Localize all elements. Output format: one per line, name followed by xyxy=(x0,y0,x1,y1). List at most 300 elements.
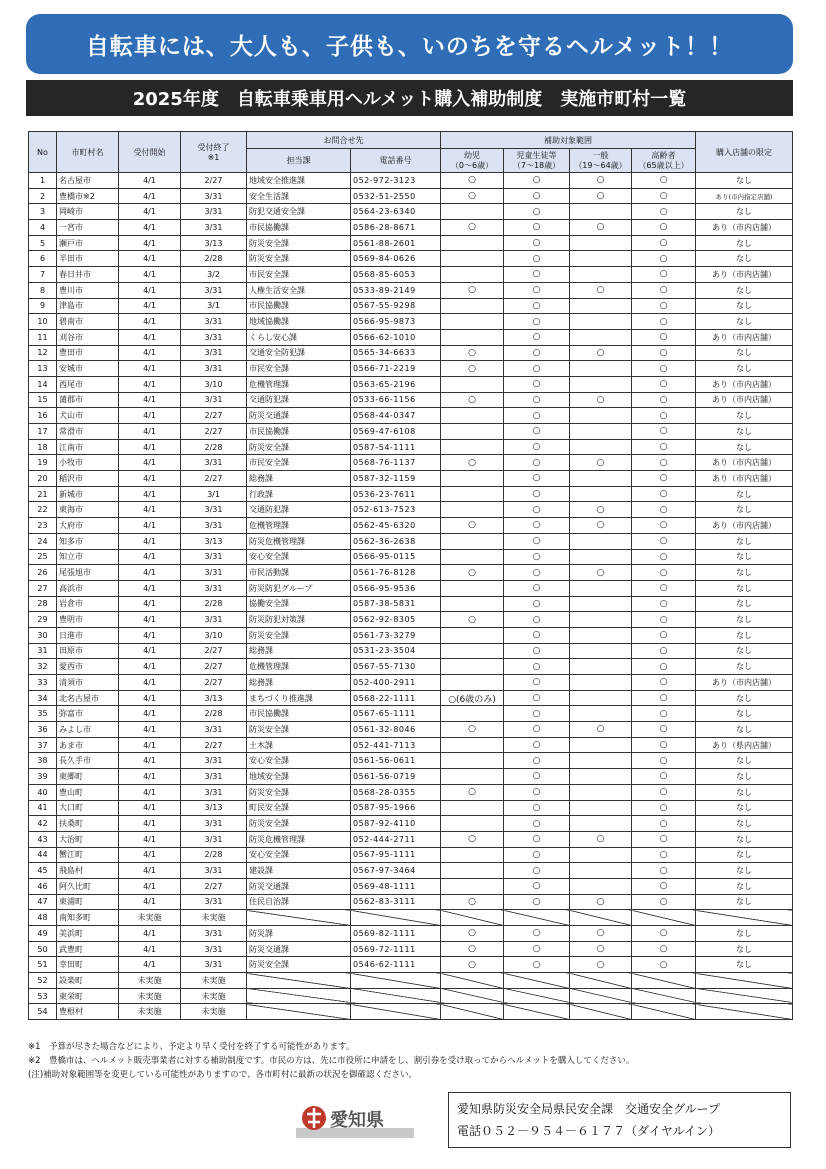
row-student: ○ xyxy=(504,376,570,392)
row-dept: 地域安全推進課 xyxy=(247,173,351,189)
row-senior: ○ xyxy=(632,878,696,894)
row-infant xyxy=(441,298,504,314)
row-city: 北名古屋市 xyxy=(57,690,119,706)
row-tel: 0561-56-0719 xyxy=(351,769,441,785)
row-end: 3/31 xyxy=(181,722,247,738)
row-senior: ○ xyxy=(632,439,696,455)
row-city: 碧南市 xyxy=(57,314,119,330)
row-city: 大治町 xyxy=(57,831,119,847)
row-city: 高浜市 xyxy=(57,580,119,596)
row-general: ○ xyxy=(570,722,632,738)
row-senior: ○ xyxy=(632,220,696,236)
row-no: 6 xyxy=(29,251,57,267)
table-row xyxy=(29,188,793,204)
row-general xyxy=(570,800,632,816)
row-no: 50 xyxy=(29,941,57,957)
row-dept xyxy=(247,973,351,989)
row-dept xyxy=(247,1004,351,1020)
row-infant: ○ xyxy=(441,926,504,942)
row-infant xyxy=(441,549,504,565)
table-row xyxy=(29,361,793,377)
table-row xyxy=(29,753,793,769)
row-store: なし xyxy=(696,298,793,314)
header-general-age: （19～64歳） xyxy=(574,160,627,170)
row-senior: ○ xyxy=(632,926,696,942)
row-no: 46 xyxy=(29,878,57,894)
row-general: ○ xyxy=(570,188,632,204)
row-dept: 町民安全課 xyxy=(247,800,351,816)
table-row xyxy=(29,251,793,267)
row-city: 愛西市 xyxy=(57,659,119,675)
table-row xyxy=(29,486,793,502)
row-senior: ○ xyxy=(632,565,696,581)
row-student: ○ xyxy=(504,878,570,894)
row-dept: 市民協働課 xyxy=(247,220,351,236)
row-end: 3/13 xyxy=(181,800,247,816)
row-start: 4/1 xyxy=(119,847,181,863)
row-city: 豊明市 xyxy=(57,612,119,628)
row-general xyxy=(570,816,632,832)
row-tel: 0566-95-9873 xyxy=(351,314,441,330)
row-student: ○ xyxy=(504,643,570,659)
row-student: ○ xyxy=(504,722,570,738)
row-no: 32 xyxy=(29,659,57,675)
row-store: なし xyxy=(696,926,793,942)
row-start: 4/1 xyxy=(119,957,181,973)
row-dept: 防災安全課 xyxy=(247,722,351,738)
row-no: 15 xyxy=(29,392,57,408)
header-senior-label: 高齢者 xyxy=(651,150,676,160)
row-end: 2/28 xyxy=(181,251,247,267)
header-end xyxy=(181,132,247,173)
row-student: ○ xyxy=(504,455,570,471)
header-scope: 補助対象範囲 xyxy=(441,132,696,149)
row-store: なし xyxy=(696,769,793,785)
row-dept: 防災安全課 xyxy=(247,439,351,455)
row-no: 42 xyxy=(29,816,57,832)
row-no: 27 xyxy=(29,580,57,596)
row-dept: 危機管理課 xyxy=(247,376,351,392)
row-infant: ○ xyxy=(441,455,504,471)
row-tel: 0562-92-8305 xyxy=(351,612,441,628)
row-infant: ○ xyxy=(441,784,504,800)
row-senior: ○ xyxy=(632,486,696,502)
row-city: 大口町 xyxy=(57,800,119,816)
row-dept: 市民安全課 xyxy=(247,267,351,283)
row-store: なし xyxy=(696,408,793,424)
row-end: 3/31 xyxy=(181,831,247,847)
table-row xyxy=(29,173,793,189)
row-city: 尾張旭市 xyxy=(57,565,119,581)
row-student: ○ xyxy=(504,926,570,942)
row-dept xyxy=(247,988,351,1004)
row-no: 18 xyxy=(29,439,57,455)
row-tel: 0569-72-1111 xyxy=(351,941,441,957)
row-student: ○ xyxy=(504,251,570,267)
row-end: 3/31 xyxy=(181,361,247,377)
header-end-label: 受付終了 xyxy=(197,143,230,152)
row-no: 54 xyxy=(29,1004,57,1020)
row-end: 未実施 xyxy=(181,910,247,926)
row-general xyxy=(570,643,632,659)
row-start: 4/1 xyxy=(119,926,181,942)
row-no: 34 xyxy=(29,690,57,706)
row-start: 未実施 xyxy=(119,973,181,989)
table-row xyxy=(29,533,793,549)
row-start: 4/1 xyxy=(119,753,181,769)
table-row xyxy=(29,627,793,643)
row-tel: 0562-83-3111 xyxy=(351,894,441,910)
row-no: 16 xyxy=(29,408,57,424)
row-infant xyxy=(441,659,504,675)
row-dept: 協働安全課 xyxy=(247,596,351,612)
row-city: 津島市 xyxy=(57,298,119,314)
row-tel: 0561-32-8046 xyxy=(351,722,441,738)
row-senior: ○ xyxy=(632,643,696,659)
row-student xyxy=(504,973,570,989)
table-row xyxy=(29,376,793,392)
row-general xyxy=(570,424,632,440)
row-tel: 0567-95-1111 xyxy=(351,847,441,863)
row-student: ○ xyxy=(504,361,570,377)
row-city: 武豊町 xyxy=(57,941,119,957)
row-end: 2/27 xyxy=(181,471,247,487)
row-dept: 防災危機管理課 xyxy=(247,533,351,549)
row-no: 22 xyxy=(29,502,57,518)
row-start: 未実施 xyxy=(119,1004,181,1020)
row-city: あま市 xyxy=(57,737,119,753)
row-senior: ○ xyxy=(632,816,696,832)
row-general xyxy=(570,486,632,502)
row-general: ○ xyxy=(570,518,632,534)
row-dept: 総務課 xyxy=(247,643,351,659)
row-no: 12 xyxy=(29,345,57,361)
row-infant xyxy=(441,675,504,691)
row-store: なし xyxy=(696,549,793,565)
row-general: ○ xyxy=(570,220,632,236)
row-infant xyxy=(441,706,504,722)
table-row xyxy=(29,439,793,455)
row-store: なし xyxy=(696,659,793,675)
row-dept: くらし安心課 xyxy=(247,329,351,345)
note-1: ※1 予算が尽きた場合などにより、予定より早く受付を終了する可能性があります。 xyxy=(28,1042,355,1052)
row-senior: ○ xyxy=(632,392,696,408)
row-city: 安城市 xyxy=(57,361,119,377)
row-infant xyxy=(441,753,504,769)
row-infant xyxy=(441,1004,504,1020)
row-start: 4/1 xyxy=(119,376,181,392)
row-infant xyxy=(441,863,504,879)
row-store: なし xyxy=(696,706,793,722)
row-senior: ○ xyxy=(632,957,696,973)
row-general xyxy=(570,1004,632,1020)
row-city: 知立市 xyxy=(57,549,119,565)
row-city: みよし市 xyxy=(57,722,119,738)
row-start: 4/1 xyxy=(119,345,181,361)
row-end: 2/27 xyxy=(181,737,247,753)
row-no: 49 xyxy=(29,926,57,942)
row-city: 幸田町 xyxy=(57,957,119,973)
row-dept: 防災安全課 xyxy=(247,957,351,973)
row-end: 3/31 xyxy=(181,518,247,534)
row-dept: 防災防犯グループ xyxy=(247,580,351,596)
row-city: 扶桑町 xyxy=(57,816,119,832)
row-end: 未実施 xyxy=(181,988,247,1004)
row-no: 28 xyxy=(29,596,57,612)
row-infant: ○ xyxy=(441,894,504,910)
row-start: 4/1 xyxy=(119,439,181,455)
row-senior: ○ xyxy=(632,831,696,847)
row-tel: 0566-95-0115 xyxy=(351,549,441,565)
row-store: あり（市内店舗） xyxy=(696,471,793,487)
row-end: 2/27 xyxy=(181,659,247,675)
row-senior: ○ xyxy=(632,455,696,471)
row-tel: 0566-95-9536 xyxy=(351,580,441,596)
row-dept: 防災交通課 xyxy=(247,878,351,894)
row-city: 岡崎市 xyxy=(57,204,119,220)
table-row xyxy=(29,973,793,989)
row-senior: ○ xyxy=(632,329,696,345)
row-tel: 0568-22-1111 xyxy=(351,690,441,706)
row-tel: 052-613-7523 xyxy=(351,502,441,518)
row-store: なし xyxy=(696,894,793,910)
row-student xyxy=(504,910,570,926)
row-store: なし xyxy=(696,627,793,643)
row-end: 2/28 xyxy=(181,596,247,612)
row-start: 4/1 xyxy=(119,392,181,408)
header-student xyxy=(504,149,570,173)
row-senior: ○ xyxy=(632,471,696,487)
row-end: 2/27 xyxy=(181,643,247,659)
table-row xyxy=(29,408,793,424)
row-tel: 0567-97-3464 xyxy=(351,863,441,879)
row-start: 4/1 xyxy=(119,769,181,785)
row-tel: 0546-62-1111 xyxy=(351,957,441,973)
row-dept: 地域安全課 xyxy=(247,769,351,785)
row-start: 4/1 xyxy=(119,580,181,596)
row-no: 20 xyxy=(29,471,57,487)
row-dept: 防災課 xyxy=(247,926,351,942)
row-student: ○ xyxy=(504,549,570,565)
row-no: 2 xyxy=(29,188,57,204)
row-tel xyxy=(351,910,441,926)
row-no: 4 xyxy=(29,220,57,236)
row-general: ○ xyxy=(570,392,632,408)
table-row xyxy=(29,392,793,408)
row-general xyxy=(570,298,632,314)
row-store xyxy=(696,1004,793,1020)
table-row xyxy=(29,941,793,957)
row-tel: 0566-71-2219 xyxy=(351,361,441,377)
header-senior-age: （65歳以上） xyxy=(638,160,689,170)
row-infant: ○ xyxy=(441,612,504,628)
table-row xyxy=(29,988,793,1004)
row-senior: ○ xyxy=(632,847,696,863)
table-row xyxy=(29,643,793,659)
row-start: 4/1 xyxy=(119,282,181,298)
row-end: 2/27 xyxy=(181,675,247,691)
row-senior: ○ xyxy=(632,204,696,220)
row-city: 春日井市 xyxy=(57,267,119,283)
header-store: 購入店舗の限定 xyxy=(696,132,793,173)
table-row xyxy=(29,580,793,596)
row-dept: 市民協働課 xyxy=(247,298,351,314)
row-city: 蒲郡市 xyxy=(57,392,119,408)
row-no: 14 xyxy=(29,376,57,392)
row-store: なし xyxy=(696,941,793,957)
row-dept: 防災交通課 xyxy=(247,941,351,957)
row-store: なし xyxy=(696,596,793,612)
row-start: 4/1 xyxy=(119,220,181,236)
row-dept: 市民協働課 xyxy=(247,706,351,722)
row-end: 未実施 xyxy=(181,1004,247,1020)
row-end: 2/27 xyxy=(181,408,247,424)
row-infant xyxy=(441,847,504,863)
row-senior: ○ xyxy=(632,235,696,251)
row-senior xyxy=(632,910,696,926)
row-tel: 0562-45-6320 xyxy=(351,518,441,534)
row-no: 35 xyxy=(29,706,57,722)
row-start: 4/1 xyxy=(119,722,181,738)
row-senior: ○ xyxy=(632,298,696,314)
row-senior: ○ xyxy=(632,580,696,596)
table-row xyxy=(29,878,793,894)
row-dept: 防災安全課 xyxy=(247,235,351,251)
row-no: 1 xyxy=(29,173,57,189)
row-tel: 0561-76-8128 xyxy=(351,565,441,581)
row-start: 4/1 xyxy=(119,408,181,424)
table-row xyxy=(29,784,793,800)
row-start: 4/1 xyxy=(119,533,181,549)
row-student: ○ xyxy=(504,329,570,345)
row-dept: 交通防犯課 xyxy=(247,502,351,518)
row-no: 40 xyxy=(29,784,57,800)
row-store: あり（市内店舗） xyxy=(696,220,793,236)
row-infant xyxy=(441,251,504,267)
row-city: 美浜町 xyxy=(57,926,119,942)
row-store: あり（県内店舗） xyxy=(696,737,793,753)
row-senior: ○ xyxy=(632,188,696,204)
row-end: 3/31 xyxy=(181,549,247,565)
table-row xyxy=(29,345,793,361)
row-senior: ○ xyxy=(632,282,696,298)
row-end: 未実施 xyxy=(181,973,247,989)
row-general xyxy=(570,580,632,596)
row-senior: ○ xyxy=(632,502,696,518)
row-start: 4/1 xyxy=(119,502,181,518)
row-start: 4/1 xyxy=(119,690,181,706)
row-no: 23 xyxy=(29,518,57,534)
municipality-table xyxy=(28,131,793,1020)
row-no: 24 xyxy=(29,533,57,549)
row-end: 3/1 xyxy=(181,486,247,502)
row-dept: 安全生活課 xyxy=(247,188,351,204)
row-student: ○ xyxy=(504,769,570,785)
row-start: 4/1 xyxy=(119,675,181,691)
row-tel: 052-972-3123 xyxy=(351,173,441,189)
row-end: 3/31 xyxy=(181,612,247,628)
row-dept: 市民安全課 xyxy=(247,361,351,377)
row-infant: ○ xyxy=(441,392,504,408)
row-dept: 防災交通課 xyxy=(247,408,351,424)
row-store: なし xyxy=(696,690,793,706)
row-end: 2/27 xyxy=(181,878,247,894)
row-tel: 052-400-2911 xyxy=(351,675,441,691)
row-general xyxy=(570,769,632,785)
row-tel: 0568-28-0355 xyxy=(351,784,441,800)
header-no: No xyxy=(29,132,57,173)
row-general xyxy=(570,596,632,612)
row-city: 長久手市 xyxy=(57,753,119,769)
row-student: ○ xyxy=(504,957,570,973)
row-city: 知多市 xyxy=(57,533,119,549)
row-infant xyxy=(441,329,504,345)
row-dept: 総務課 xyxy=(247,675,351,691)
row-city: 豊川市 xyxy=(57,282,119,298)
row-student: ○ xyxy=(504,188,570,204)
header-city: 市町村名 xyxy=(57,132,119,173)
row-start: 4/1 xyxy=(119,800,181,816)
table-body xyxy=(29,173,793,1020)
table-row xyxy=(29,1004,793,1020)
row-no: 11 xyxy=(29,329,57,345)
row-no: 51 xyxy=(29,957,57,973)
table-row xyxy=(29,518,793,534)
row-city: 設楽町 xyxy=(57,973,119,989)
row-end: 3/31 xyxy=(181,957,247,973)
row-student: ○ xyxy=(504,800,570,816)
row-tel: 0587-32-1159 xyxy=(351,471,441,487)
row-city: 東浦町 xyxy=(57,894,119,910)
row-general: ○ xyxy=(570,941,632,957)
row-no: 7 xyxy=(29,267,57,283)
row-start: 4/1 xyxy=(119,706,181,722)
row-infant xyxy=(441,643,504,659)
row-student: ○ xyxy=(504,894,570,910)
row-senior: ○ xyxy=(632,251,696,267)
row-senior: ○ xyxy=(632,706,696,722)
row-dept: 交通安全防犯課 xyxy=(247,345,351,361)
table-row xyxy=(29,565,793,581)
row-no: 39 xyxy=(29,769,57,785)
row-general: ○ xyxy=(570,345,632,361)
row-start: 4/1 xyxy=(119,455,181,471)
row-student: ○ xyxy=(504,298,570,314)
row-tel: 0567-55-9298 xyxy=(351,298,441,314)
row-student: ○ xyxy=(504,941,570,957)
row-store: なし xyxy=(696,424,793,440)
row-general xyxy=(570,753,632,769)
table-row xyxy=(29,894,793,910)
row-store: あり（市内店舗） xyxy=(696,675,793,691)
row-start: 4/1 xyxy=(119,251,181,267)
row-general: ○ xyxy=(570,455,632,471)
row-student: ○ xyxy=(504,345,570,361)
row-dept: 建設課 xyxy=(247,863,351,879)
row-no: 21 xyxy=(29,486,57,502)
row-tel: 0566-62-1010 xyxy=(351,329,441,345)
row-end: 3/13 xyxy=(181,235,247,251)
row-tel: 0568-76-1137 xyxy=(351,455,441,471)
row-city: 刈谷市 xyxy=(57,329,119,345)
row-student: ○ xyxy=(504,439,570,455)
row-dept: 地域協働課 xyxy=(247,314,351,330)
row-general xyxy=(570,235,632,251)
row-dept: 行政課 xyxy=(247,486,351,502)
row-store: あり（市内店舗） xyxy=(696,376,793,392)
row-city: 小牧市 xyxy=(57,455,119,471)
row-city: 阿久比町 xyxy=(57,878,119,894)
